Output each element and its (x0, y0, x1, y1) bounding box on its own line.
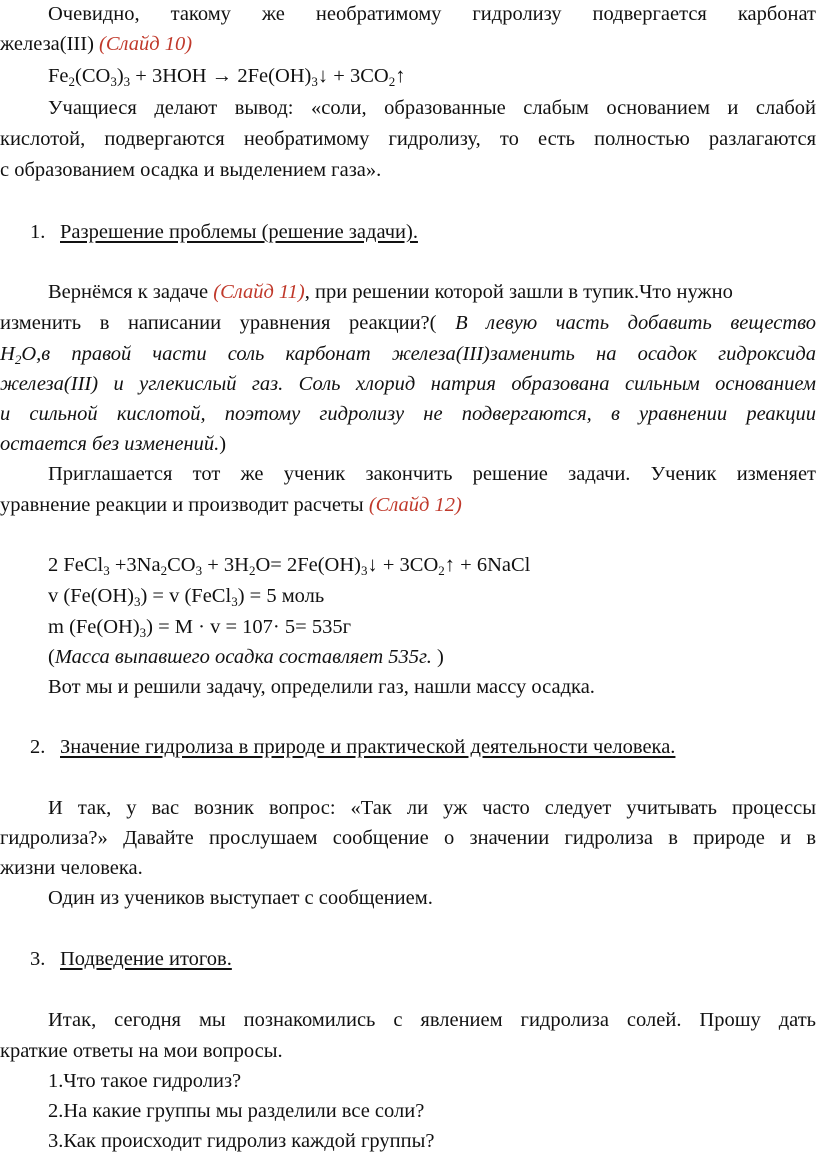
text-fragment: В левую часть добавить вещество (455, 312, 816, 334)
calculation-line (0, 673, 816, 701)
text-fragment: 1.Что такое гидролиз? (48, 1070, 242, 1092)
text: железа(III) (0, 33, 100, 55)
slide-reference: (Слайд 11) (213, 281, 305, 303)
text-fragment: 3 (311, 74, 318, 89)
section-heading-1 (0, 218, 816, 246)
question-item (0, 1127, 816, 1155)
paragraph-line (0, 460, 816, 488)
slide-reference: (Слайд 10) (99, 33, 193, 55)
section-title: Подведение итогов. (60, 948, 232, 970)
text-fragment: 2 (160, 563, 168, 578)
text-fragment: ↓ + 3CO (317, 65, 389, 87)
paragraph-line (0, 0, 816, 28)
text-fragment: ↓ + 3CO (367, 554, 439, 576)
paragraph-line (0, 430, 816, 458)
text-fragment: 2 (68, 74, 75, 89)
text-fragment: 2.На какие группы мы разделили все соли? (48, 1100, 425, 1122)
text: с образованием осадка и выделением газа». (0, 159, 382, 181)
section-number: 3. (30, 948, 46, 970)
calculation-line (0, 582, 816, 610)
slide-reference: (Слайд 12) (368, 494, 462, 516)
text-fragment: ↑ (395, 65, 406, 87)
text: Учащиеся делают вывод: «соли, образованные слабым основанием и слабой (48, 97, 816, 119)
text-fragment: 3 (139, 625, 147, 640)
text-fragment: жизни человека. (0, 857, 143, 879)
paragraph-line (0, 30, 816, 58)
text-fragment: + 3H (202, 554, 249, 576)
paragraph-line (0, 854, 816, 882)
text-fragment: ) (431, 646, 444, 668)
paragraph-line (0, 824, 816, 852)
text-fragment: изменить в написании уравнения реакции?( (0, 312, 456, 334)
text-fragment: 3 (133, 594, 141, 609)
text-fragment: 2 (248, 563, 256, 578)
text-fragment: O,в правой части соль карбонат железа(III)заменить на осадок гидроксида (21, 343, 816, 365)
text-fragment: ) = v (FeCl (140, 585, 232, 607)
text-fragment: уравнение реакции и производит расчеты (0, 494, 369, 516)
text-fragment: 3 (123, 74, 131, 89)
text-fragment: остается без изменений. (0, 433, 220, 455)
section-heading-3 (0, 945, 816, 973)
text-fragment: v (Fe(OH) (48, 585, 134, 607)
text-fragment: ) = M · v = 107· 5= 535г (146, 616, 351, 638)
text-fragment: O= 2Fe(OH) (255, 554, 361, 576)
paragraph-line (0, 340, 816, 368)
text-fragment: ) = 5 моль (237, 585, 325, 607)
text-fragment: CO (167, 554, 196, 576)
chemical-equation (0, 62, 816, 90)
paragraph-line (0, 884, 816, 912)
chemical-equation (0, 551, 816, 579)
text-fragment: 2 (438, 563, 445, 578)
paragraph-line (0, 491, 816, 519)
paragraph-line (0, 1006, 816, 1034)
text-fragment: Один из учеников выступает с сообщением. (48, 887, 433, 909)
text-fragment: краткие ответы на мои вопросы. (0, 1040, 283, 1062)
text-fragment: 3 (103, 563, 110, 578)
calculation-line (0, 613, 816, 641)
calculation-line (0, 643, 816, 671)
section-number: 1. (30, 221, 46, 243)
text-fragment: , при решении которой зашли в тупик.Что нужно (304, 281, 733, 303)
text-fragment: (CO (75, 65, 111, 87)
question-item (0, 1097, 816, 1125)
text-fragment: 2 FeCl (48, 554, 104, 576)
text-fragment: Итак, сегодня мы познакомились с явлением гидролиза солей. Прошу дать (48, 1009, 816, 1031)
text: Очевидно, такому же необратимому гидролизу подвергается карбонат (48, 3, 816, 25)
text-fragment: железа(III) и углекислый газ. Соль хлорид натрия образована сильным основанием (0, 373, 816, 395)
text: кислотой, подвергаются необратимому гидролизу, то есть полностью разлагаются (0, 128, 816, 150)
text-fragment: ) (219, 433, 227, 455)
text-fragment: Вернёмся к задаче (48, 281, 214, 303)
question-item (0, 1067, 816, 1095)
text-fragment: И так, у вас возник вопрос: «Так ли уж часто следует учитывать процессы (48, 797, 816, 819)
text-fragment: ↑ + 6NaCl (444, 554, 531, 576)
paragraph-line (0, 309, 816, 337)
section-title: Значение гидролиза в природе и практической деятельности человека. (60, 736, 676, 758)
text-fragment: +3Na (109, 554, 161, 576)
text-fragment: ) (116, 65, 124, 87)
text-fragment: m (Fe(OH) (48, 616, 140, 638)
section-number: 2. (30, 736, 46, 758)
paragraph-line (0, 370, 816, 398)
text-fragment: + 3HOH → 2Fe(OH) (130, 65, 312, 87)
text-fragment: 2 (14, 352, 22, 367)
text-fragment: 3 (195, 563, 203, 578)
section-title: Разрешение проблемы (решение задачи). (60, 221, 418, 243)
text-fragment: 3 (231, 594, 238, 609)
text-fragment: 3 (360, 563, 368, 578)
text-fragment: гидролиза?» Давайте прослушаем сообщение о значении гидролиза в природе и в (0, 827, 816, 849)
text-fragment: 3 (110, 74, 117, 89)
paragraph-line (0, 156, 816, 184)
paragraph-line (0, 125, 816, 153)
paragraph-line (0, 1037, 816, 1065)
paragraph-line (0, 278, 816, 306)
text-fragment: 2 (388, 74, 396, 89)
text-fragment: Масса выпавшего осадка составляет 535г. (54, 646, 432, 668)
paragraph-line (0, 94, 816, 122)
text-fragment: H (0, 343, 15, 365)
text-fragment: и сильной кислотой, поэтому гидролизу не подвергаются, в уравнении реакции (0, 403, 816, 425)
text-fragment: Вот мы и решили задачу, определили газ, нашли массу осадка. (48, 676, 595, 698)
text-fragment: Приглашается тот же ученик закончить решение задачи. Ученик изменяет (48, 463, 816, 485)
text-fragment: Fe (48, 65, 69, 87)
section-heading-2 (0, 733, 816, 761)
paragraph-line (0, 794, 816, 822)
text-fragment: 3.Как происходит гидролиз каждой группы? (48, 1130, 435, 1152)
paragraph-line (0, 400, 816, 428)
text-fragment: ( (48, 646, 55, 668)
